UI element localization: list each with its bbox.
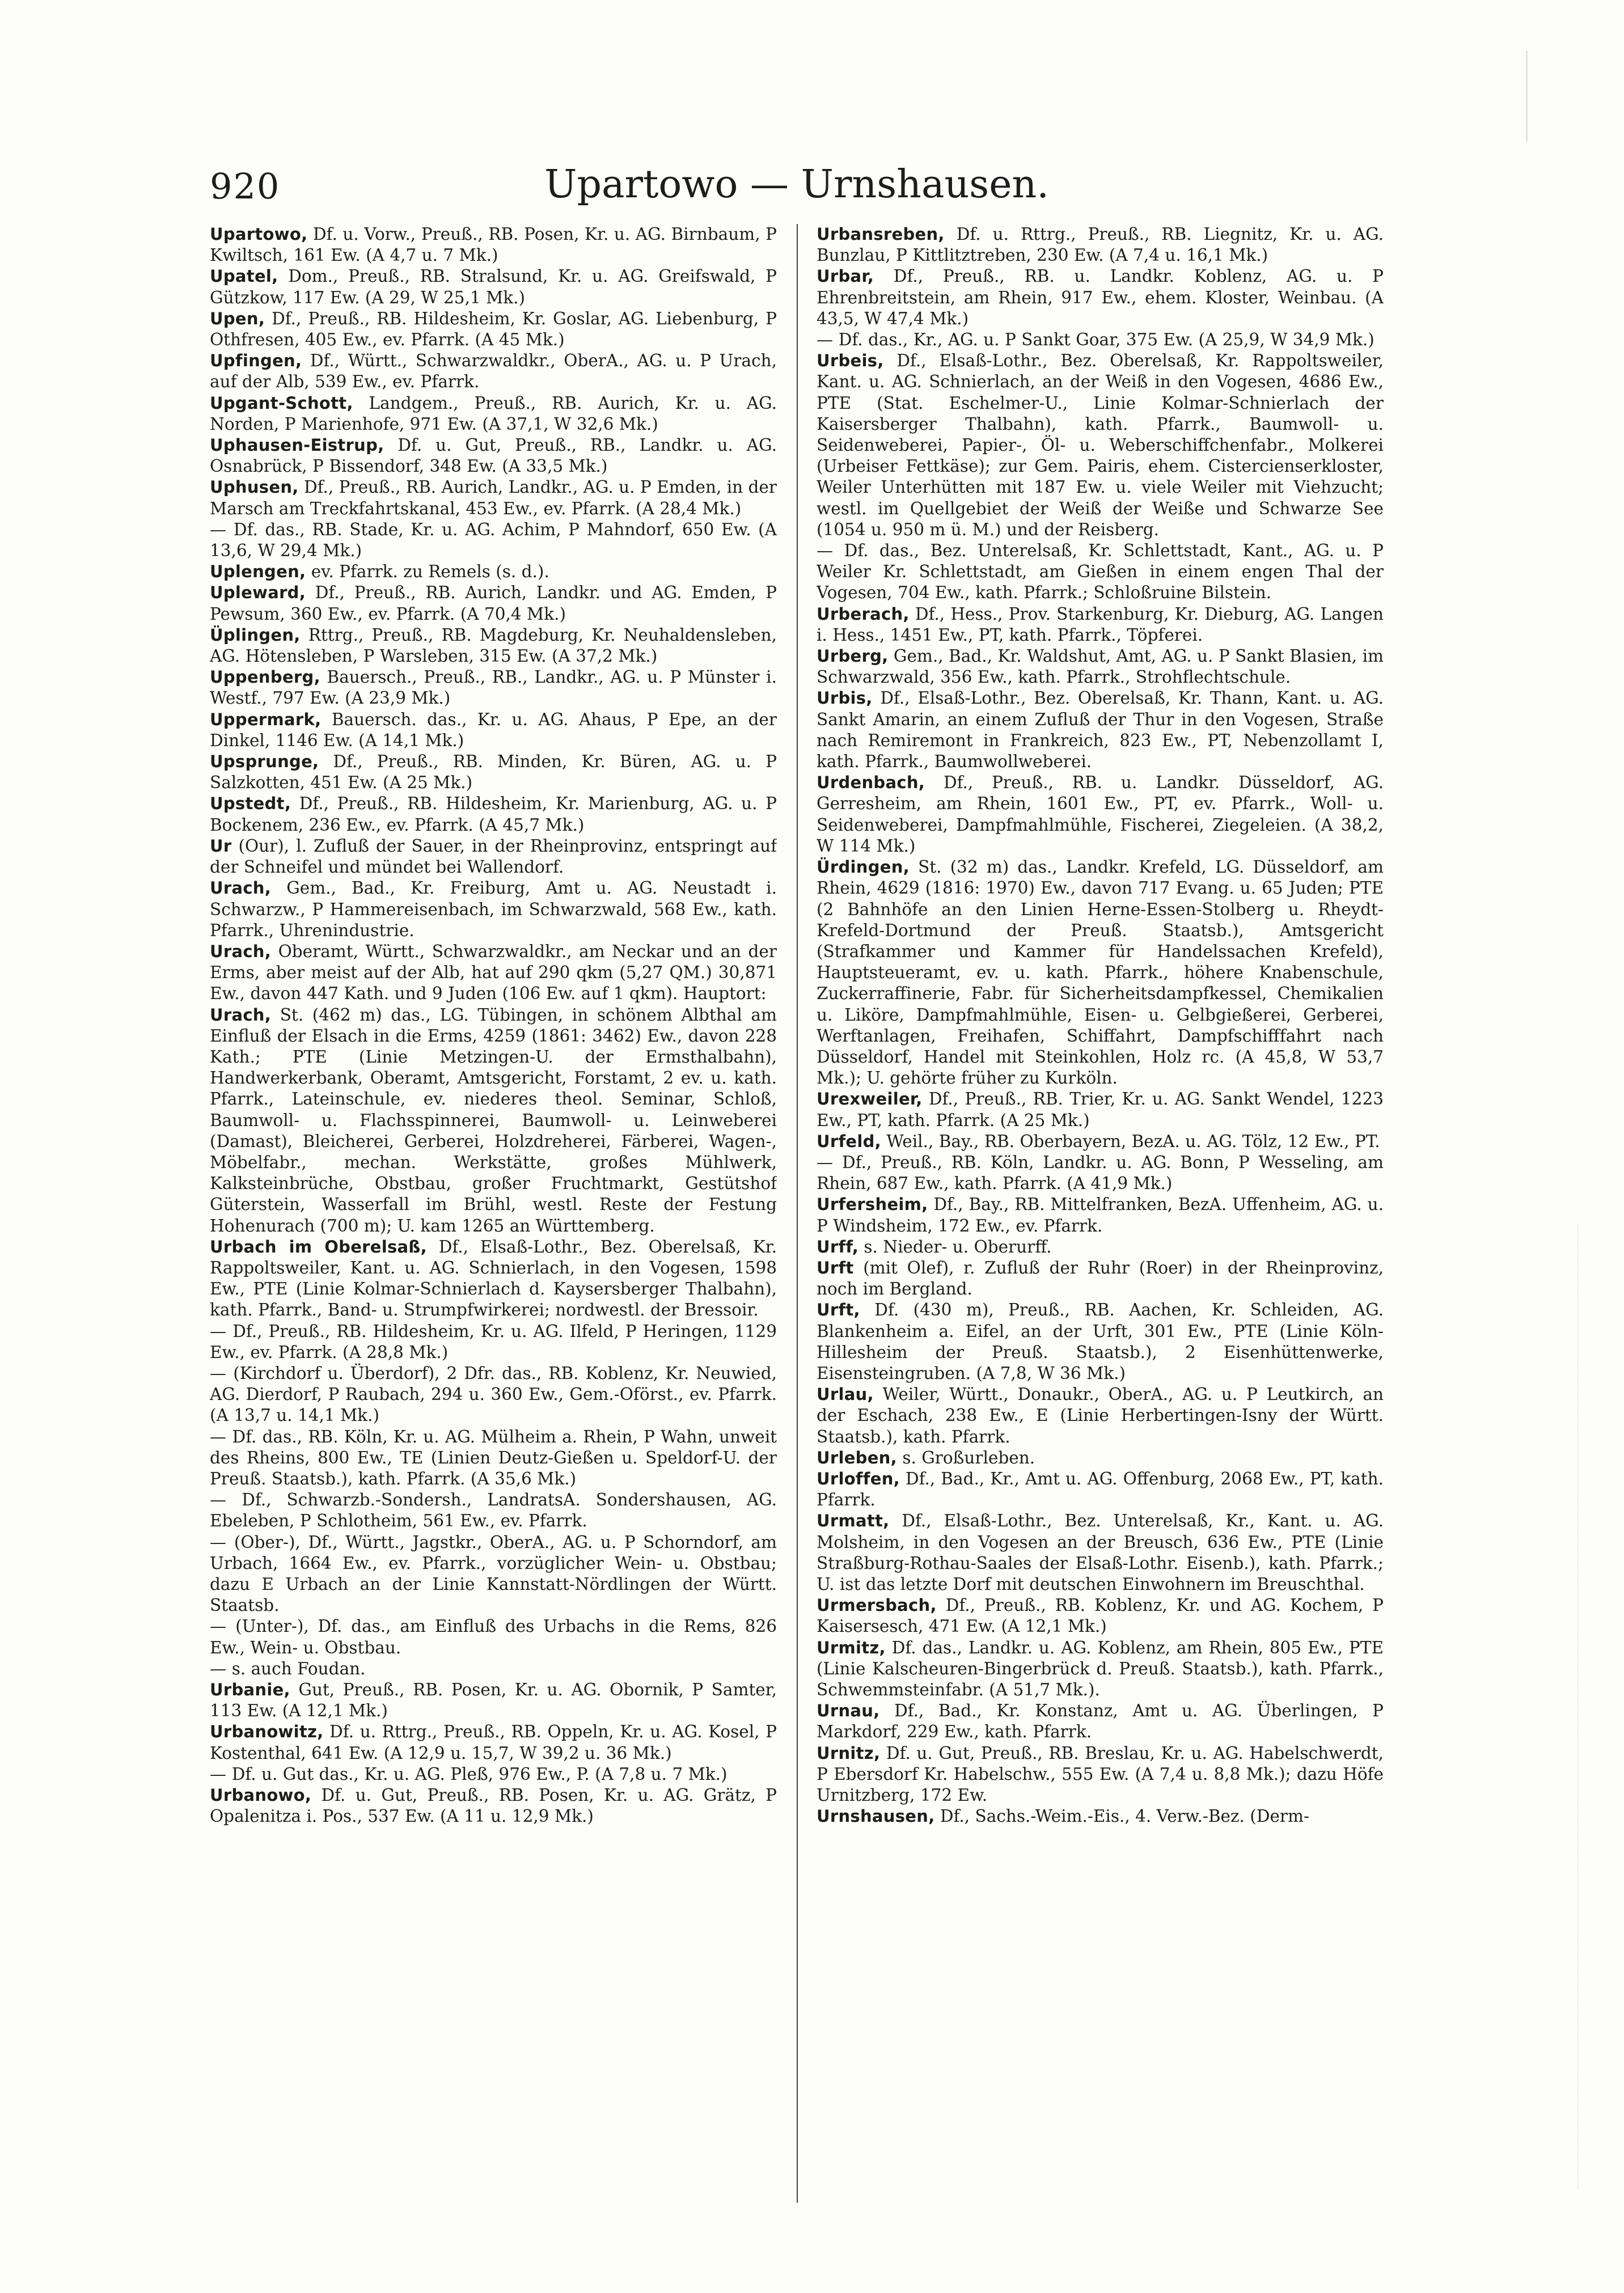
entry-text: Df., Preuß., RB. u. Landkr. Düsseldorf, AG. Gerresheim, am Rhein, 1601 Ew., PT, ev. Pfarrk., Woll- u. Seidenweberei, Dampfmahlmühle, Fischerei, Ziegeleien. (A 38,2, W 114 Mk.) [817, 773, 1384, 856]
gazetteer-entry [817, 1743, 1384, 1807]
gazetteer-entry [817, 1469, 1384, 1511]
entry-headword: — [210, 1490, 227, 1510]
entry-headword: Urach, [210, 1005, 272, 1025]
gazetteer-entry [210, 793, 777, 835]
entry-headword: Ürdingen, [817, 857, 910, 877]
gazetteer-entry [210, 561, 777, 582]
gazetteer-entry [210, 709, 777, 751]
gazetteer-entry [210, 1490, 777, 1532]
gazetteer-entry [210, 519, 777, 561]
entry-headword: — [210, 1321, 227, 1341]
entry-text: Df., Preuß., RB. Aurich, Landkr. und AG. Emden, P Pewsum, 360 Ew., ev. Pfarrk. (A 70,4 Mk.) [210, 583, 777, 624]
entry-text: Oberamt, Württ., Schwarzwaldkr., am Neckar und an der Erms, aber meist auf der Alb, hat auf 290 qkm (5,27 QM.) 30,871 Ew., davon 447 Kath. und 9 Juden (106 Ew. auf 1 qkm). Hauptort: [210, 941, 777, 1004]
gazetteer-entry [817, 350, 1384, 540]
entry-headword: Upatel, [210, 266, 278, 286]
entry-headword: Urmatt, [817, 1511, 890, 1531]
entry-text: Df., Bad., Kr. Konstanz, Amt u. AG. Überlingen, P Markdorf, 229 Ew., kath. Pfarrk. [817, 1701, 1384, 1742]
gazetteer-entry [210, 1721, 777, 1763]
entry-text: Gut, Preuß., RB. Posen, Kr. u. AG. Obornik, P Samter, 113 Ew. (A 12,1 Mk.) [210, 1680, 777, 1721]
entry-text: Df. u. Rttrg., Preuß., RB. Oppeln, Kr. u. AG. Kosel, P Kostenthal, 641 Ew. (A 12,9 u. 15,7, W 39,2 u. 36 Mk.) [210, 1722, 777, 1763]
gazetteer-entry [817, 1511, 1384, 1595]
entry-text: Df. (430 m), Preuß., RB. Aachen, Kr. Schleiden, AG. Blankenheim a. Eifel, an der Urft, 301 Ew., PTE (Linie Köln-Hillesheim der Preuß. Staatsb.), 2 Eisenhüttenwerke, Eisensteingruben. (A 7,8, W 36 Mk.) [817, 1300, 1384, 1383]
gazetteer-entry [210, 266, 777, 308]
entry-headword: Upstedt, [210, 794, 291, 814]
gazetteer-entry [817, 1131, 1384, 1152]
gazetteer-entry [210, 836, 777, 878]
gazetteer-entry [210, 1659, 777, 1679]
gazetteer-entry [210, 1616, 777, 1658]
entry-headword: Urach, [210, 878, 272, 898]
entry-headword: — [210, 1363, 227, 1383]
entry-headword: Urbis, [817, 688, 873, 708]
page-edge-speckle [1578, 1225, 1607, 2189]
entry-text: Gem., Bad., Kr. Waldshut, Amt, AG. u. P Sankt Blasien, im Schwarzwald, 356 Ew., kath. Pfarrk., Strohflechtschule. [817, 646, 1384, 687]
entry-text: Df., Preuß., RB. Aurich, Landkr., AG. u. P Emden, in der Marsch am Treckfahrtskanal, 453 Ew., ev. Pfarrk. (A 28,4 Mk.) [210, 477, 777, 518]
gazetteer-entry [210, 435, 777, 477]
entry-text: Df. das., Bez. Unterelsaß, Kr. Schlettstadt, Kant., AG. u. P Weiler Kr. Schlettstadt, am Gießen in einem engen Thal der Vogesen, 704 Ew., kath. Pfarrk.; Schloßruine Bilstein. [817, 541, 1384, 603]
entry-headword: Urbar, [817, 266, 874, 286]
gazetteer-entry [210, 667, 777, 709]
gazetteer-entry [817, 1194, 1384, 1236]
entry-headword: — [210, 1427, 227, 1446]
gazetteer-entry [817, 1595, 1384, 1637]
gazetteer-entry [210, 1237, 777, 1321]
gazetteer-entry [817, 772, 1384, 857]
entry-text: Df., Hess., Prov. Starkenburg, Kr. Dieburg, AG. Langen i. Hess., 1451 Ew., PT, kath. Pfarrk., Töpferei. [817, 604, 1384, 645]
entry-headword: Urnshausen, [817, 1807, 935, 1826]
entry-text: ev. Pfarrk. zu Remels (s. d.). [306, 562, 549, 582]
entry-headword: — [817, 1152, 834, 1172]
gazetteer-entry [210, 582, 777, 624]
entry-text: Df. u. Rttrg., Preuß., RB. Liegnitz, Kr. u. AG. Bunzlau, P Kittlitztreben, 230 Ew. (A 7,4 u. 16,1 Mk.) [817, 225, 1384, 265]
gazetteer-entry [817, 1152, 1384, 1194]
entry-text: (Ober-), Df., Württ., Jagstkr., OberA., AG. u. P Schorndorf, am Urbach, 1664 Ew., ev. Pfarrk., vorzüglicher Wein- u. Obstbau; dazu E Urbach an der Linie Kannstatt-Nördlingen der Württ. Staatsb. [210, 1532, 777, 1615]
entry-headword: Uppermark, [210, 709, 322, 729]
entry-headword: — [210, 1659, 227, 1678]
gazetteer-entry [210, 393, 777, 435]
entry-text: Df. u. Gut, Preuß., RB. Breslau, Kr. u. AG. Habelschwerdt, P Ebersdorf Kr. Habelschw., 555 Ew. (A 7,4 u. 8,8 Mk.); dazu Höfe Urnitzberg, 172 Ew. [817, 1743, 1384, 1805]
entry-text: Df. u. Gut, Preuß., RB., Landkr. u. AG. Osnabrück, P Bissendorf, 348 Ew. (A 33,5 Mk.) [210, 435, 777, 476]
entry-headword: Upfingen, [210, 351, 302, 371]
gazetteer-entry [210, 751, 777, 793]
entry-headword: Urexweiler, [817, 1089, 923, 1109]
gazetteer-entry [210, 1764, 777, 1785]
entry-text: Weil., Bay., RB. Oberbayern, BezA. u. AG. Tölz, 12 Ew., PT. [881, 1131, 1380, 1151]
gazetteer-entry [817, 604, 1384, 646]
left-column [210, 224, 777, 2203]
entry-headword: Urmitz, [817, 1638, 886, 1657]
entry-headword: Urfersheim, [817, 1195, 928, 1215]
entry-headword: Urff, [817, 1237, 859, 1257]
entry-text: Df., Elsaß-Lothr., Bez. Oberelsaß, Kr. Thann, Kant. u. AG. Sankt Amarin, an einem Zufluß der Thur in den Vogesen, Straße nach Remiremont in Frankreich, 823 Ew., PT, Nebenzollamt I, kath. Pfarrk., Baumwollweberei. [817, 688, 1384, 772]
entry-headword: Urmersbach, [817, 1596, 937, 1615]
entry-headword: Upsprunge, [210, 752, 319, 772]
entry-headword: Upleward, [210, 583, 306, 603]
entry-headword: — [817, 330, 834, 350]
gazetteer-entry [817, 1089, 1384, 1131]
entry-headword: Urberg, [817, 646, 889, 666]
entry-headword: — [210, 1764, 227, 1784]
entry-text: Rttrg., Preuß., RB. Magdeburg, Kr. Neuhaldensleben, AG. Hötensleben, P Warsleben, 315 Ew. (A 37,2 Mk.) [210, 625, 777, 666]
entry-headword: Ur [210, 836, 232, 856]
entry-text: (Our), l. Zufluß der Sauer, in der Rheinprovinz, entspringt auf der Schneifel und mündet bei Wallendorf. [210, 836, 777, 877]
entry-text: Df. u. Gut, Preuß., RB. Posen, Kr. u. AG. Grätz, P Opalenitza i. Pos., 537 Ew. (A 11 u. 12,9 Mk.) [210, 1786, 777, 1826]
gazetteer-entry [817, 1258, 1384, 1300]
column-divider [797, 224, 798, 2203]
gazetteer-entry [210, 224, 777, 266]
entry-text: (Unter-), Df. das., am Einfluß des Urbachs in die Rems, 826 Ew., Wein- u. Obstbau. [210, 1617, 777, 1657]
gazetteer-entry [817, 329, 1384, 350]
entry-text: s. Nieder- u. Oberurff. [858, 1237, 1052, 1257]
gazetteer-entry [817, 540, 1384, 604]
entry-text: Df., Bay., RB. Mittelfranken, BezA. Uffenheim, AG. u. P Windsheim, 172 Ew., ev. Pfarrk. [817, 1195, 1384, 1236]
entry-text: Df., Württ., Schwarzwaldkr., OberA., AG. u. P Urach, auf der Alb, 539 Ew., ev. Pfarrk. [210, 351, 777, 392]
entry-text: Landgem., Preuß., RB. Aurich, Kr. u. AG. Norden, P Marienhofe, 971 Ew. (A 37,1, W 32,6 Mk.) [210, 393, 777, 434]
entry-headword: Uppenberg, [210, 667, 320, 687]
entry-text: St. (462 m) das., LG. Tübingen, in schönem Albthal am Einfluß der Elsach in die Erms, 4259 (1861: 3462) Ew., davon 228 Kath.; PTE (Linie Metzingen-U. der Ermsthalbahn), Handwerkerbank, Oberamt, Amtsgericht, Forstamt, 2 ev. u. kath. Pfarrk., Lateinschule, ev. niederes theol. Seminar, Schloß, Baumwoll- u. Flachsspinnerei, Baumwoll- u. Leinweberei (Damast), Bleicherei, Gerberei, Holzdreherei, Färberei, Wagen-, Möbelfabr., mechan. Werkstätte, großes Mühlwerk, Kalksteinbrüche, Obstbau, großer Fruchtmarkt, Gestütshof Güterstein, Wasserfall im Brühl, westl. Reste der Festung Hohenurach (700 m); U. kam 1265 an Württemberg. [210, 1005, 777, 1236]
entry-headword: Urberach, [817, 604, 910, 624]
entry-text: Df., Preuß., RB. u. Landkr. Koblenz, AG. u. P Ehrenbreitstein, am Rhein, 917 Ew., ehem. Kloster, Weinbau. (A 43,5, W 47,4 Mk.) [817, 266, 1384, 328]
entry-headword: — [210, 519, 227, 539]
entry-headword: Upgant-Schott, [210, 393, 353, 413]
gazetteer-entry [817, 857, 1384, 1089]
entry-headword: Upen, [210, 308, 265, 328]
entry-text: Bauersch. das., Kr. u. AG. Ahaus, P Epe, an der Dinkel, 1146 Ew. (A 14,1 Mk.) [210, 709, 777, 750]
gazetteer-entry [210, 1532, 777, 1617]
gazetteer-entry [210, 1785, 777, 1827]
gazetteer-entry [210, 625, 777, 667]
running-head: Upartowo — Urnshausen. [544, 162, 1049, 207]
entry-text: Df. das., Landkr. u. AG. Koblenz, am Rhein, 805 Ew., PTE (Linie Kalscheuren-Bingerbrück d. Preuß. Staatsb.), kath. Pfarrk., Schwemmsteinfabr. (A 51,7 Mk.). [817, 1638, 1384, 1700]
entry-headword: Urleben, [817, 1448, 897, 1467]
gazetteer-entry [210, 1427, 777, 1490]
gazetteer-entry [210, 1005, 777, 1237]
entry-headword: Urlau, [817, 1385, 874, 1404]
entry-headword: Urfeld, [817, 1131, 881, 1151]
gazetteer-entry [210, 477, 777, 519]
entry-headword: Urbeis, [817, 351, 884, 371]
entry-text: Df., Preuß., RB. Trier, Kr. u. AG. Sankt Wendel, 1223 Ew., PT, kath. Pfarrk. (A 25 Mk.) [817, 1089, 1384, 1130]
gazetteer-entry [817, 266, 1384, 329]
gazetteer-entry [817, 1384, 1384, 1448]
entry-text: Df., Elsaß-Lothr., Bez. Unterelsaß, Kr., Kant. u. AG. Molsheim, in den Vogesen an der Breusch, 636 Ew., PTE (Linie Straßburg-Rothau-Saales der Elsaß-Lothr. Eisenb.), kath. Pfarrk.; U. ist das letzte Dorf mit deutschen Einwohnern im Breuschthal. [817, 1511, 1384, 1594]
entry-text: Dom., Preuß., RB. Stralsund, Kr. u. AG. Greifswald, P Gützkow, 117 Ew. (A 29, W 25,1 Mk.) [210, 266, 777, 307]
entry-text: Bauersch., Preuß., RB., Landkr., AG. u. P Münster i. Westf., 797 Ew. (A 23,9 Mk.) [210, 667, 777, 708]
entry-text: Df. u. Vorw., Preuß., RB. Posen, Kr. u. AG. Birnbaum, P Kwiltsch, 161 Ew. (A 4,7 u. 7 Mk.) [210, 225, 777, 265]
entry-headword: — [817, 541, 834, 561]
entry-headword: Urach, [210, 941, 272, 961]
gazetteer-entry [210, 1321, 777, 1363]
entry-headword: Urbanowitz, [210, 1722, 324, 1742]
entry-text: Df. das., RB. Köln, Kr. u. AG. Mülheim a. Rhein, P Wahn, unweit des Rheins, 800 Ew., TE (Linien Deutz-Gießen u. Speldorf-U. der Preuß. Staatsb.), kath. Pfarrk. (A 35,6 Mk.) [210, 1427, 777, 1488]
page-edge-mark [1526, 51, 1601, 142]
right-column [817, 224, 1384, 2203]
entry-headword: Urbanowo, [210, 1786, 312, 1805]
entry-text: Df. das., Kr., AG. u. P Sankt Goar, 375 Ew. (A 25,9, W 34,9 Mk.) [833, 330, 1375, 350]
gazetteer-entry [817, 1237, 1384, 1258]
entry-text: Df., Preuß., RB. Köln, Landkr. u. AG. Bonn, P Wesseling, am Rhein, 687 Ew., kath. Pfarrk. (A 41,9 Mk.) [817, 1152, 1384, 1194]
entry-text: Df., Preuß., RB. Hildesheim, Kr. u. AG. Ilfeld, P Heringen, 1129 Ew., ev. Pfarrk. (A 28,8 Mk.) [210, 1321, 777, 1362]
entry-text: Df., Sachs.-Weim.-Eis., 4. Verw.-Bez. (Derm- [934, 1807, 1309, 1826]
entry-text: s. auch Foudan. [226, 1659, 366, 1678]
entry-headword: Uphausen-Eistrup, [210, 435, 384, 455]
entry-headword: Üplingen, [210, 625, 301, 645]
gazetteer-entry [817, 1700, 1384, 1742]
entry-text: Df., Schwarzb.-Sondersh., LandratsA. Sondershausen, AG. Ebeleben, P Schlotheim, 561 Ew., ev. Pfarrk. [210, 1490, 777, 1531]
entry-text: (Kirchdorf u. Überdorf), 2 Dfr. das., RB. Koblenz, Kr. Neuwied, AG. Dierdorf, P Raubach, 294 u. 360 Ew., Gem.-Oförst., ev. Pfarrk. (A 13,7 u. 14,1 Mk.) [210, 1363, 777, 1425]
entry-headword: Uphusen, [210, 477, 299, 497]
entry-text: Df., Preuß., RB. Hildesheim, Kr. Goslar, AG. Liebenburg, P Othfresen, 405 Ew., ev. Pfarrk. (A 45 Mk.) [210, 308, 777, 350]
entry-headword: — [210, 1532, 227, 1552]
gazetteer-entry [210, 308, 777, 350]
entry-text: s. Großurleben. [896, 1448, 1035, 1467]
gazetteer-entry [817, 1638, 1384, 1701]
entry-text: (mit Olef), r. Zufluß der Ruhr (Roer) in der Rheinprovinz, noch im Bergland. [817, 1258, 1384, 1299]
entry-text: Df., Elsaß-Lothr., Bez. Oberelsaß, Kr. Rappoltsweiler, Kant. u. AG. Schnierlach, an der Weiß in den Vogesen, 4686 Ew., PTE (Stat. Eschelmer-U., Linie Kolmar-Schnierlach der Kaisersberger Thalbahn), kath. Pfarrk., Baumwoll- u. Seidenweberei, Papier-, Öl- u. Weberschiffchenfabr., Molkerei (Urbeiser Fettkäse); zur Gem. Pairis, ehem. Cistercienserkloster, Weiler Unterhütten mit 187 Ew. u. viele Weiler mit Viehzucht; westl. im Quellgebiet der Weiß der Weiße und Schwarze See (1054 u. 950 m ü. M.) und der Reisberg. [817, 351, 1384, 539]
entry-headword: Urnau, [817, 1701, 880, 1721]
entry-text: Df., Preuß., RB. Koblenz, Kr. und AG. Kochem, P Kaisersesch, 471 Ew. (A 12,1 Mk.) [817, 1596, 1384, 1636]
entry-text: Df., Bad., Kr., Amt u. AG. Offenburg, 2068 Ew., PT, kath. Pfarrk. [817, 1469, 1384, 1510]
entry-text: Df. das., RB. Stade, Kr. u. AG. Achim, P Mahndorf, 650 Ew. (A 13,6, W 29,4 Mk.) [210, 519, 777, 561]
entry-text: Df., Preuß., RB. Minden, Kr. Büren, AG. u. P Salzkotten, 451 Ew. (A 25 Mk.) [210, 752, 777, 793]
entry-headword: Urbansreben, [817, 225, 945, 244]
entry-headword: — [210, 1617, 227, 1636]
entry-text: Weiler, Württ., Donaukr., OberA., AG. u. P Leutkirch, an der Eschach, 238 Ew., E (Linie Herbertingen-Isny der Württ. Staatsb.), kath. Pfarrk. [817, 1385, 1384, 1446]
entry-headword: Urbanie, [210, 1680, 290, 1700]
gazetteer-entry [210, 1679, 777, 1721]
gazetteer-entry [210, 350, 777, 392]
entry-text: Df. u. Gut das., Kr. u. AG. Pleß, 976 Ew., P. (A 7,8 u. 7 Mk.) [226, 1764, 728, 1784]
page-number: 920 [210, 166, 281, 207]
entry-headword: Urft, [817, 1300, 860, 1320]
entry-headword: Uplengen, [210, 562, 306, 582]
entry-text: St. (32 m) das., Landkr. Krefeld, LG. Düsseldorf, am Rhein, 4629 (1816: 1970) Ew., davon 717 Evang. u. 65 Juden; PTE (2 Bahnhöfe an den Linien Herne-Essen-Stolberg u. Rheydt-Krefeld-Dortmund der Preuß. Staatsb.), Amtsgericht (Strafkammer und Kammer für Handelssachen Krefeld), Hauptsteueramt, ev. u. kath. Pfarrk., höhere Knabenschule, Zuckerraffinerie, Fabr. für Sicherheitsdampfkessel, Chemikalien u. Liköre, Dampfmahlmühle, Eisen- u. Gelbgießerei, Gerberei, Werftanlagen, Freihafen, Schiffahrt, Dampfschifffahrt nach Düsseldorf, Handel mit Steinkohlen, Holz rc. (A 45,8, W 53,7 Mk.); U. gehörte früher zu Kurköln. [817, 857, 1384, 1088]
entry-headword: Urnitz, [817, 1743, 881, 1763]
entry-text: Df., Elsaß-Lothr., Bez. Oberelsaß, Kr. Rappoltsweiler, Kant. u. AG. Schnierlach, in den Vogesen, 1598 Ew., PTE (Linie Kolmar-Schnierlach d. Kaysersberger Thalbahn), kath. Pfarrk., Band- u. Strumpfwirkerei; nordwestl. der Bressoir. [210, 1237, 777, 1320]
gazetteer-entry [817, 1806, 1384, 1827]
entry-headword: Urloffen, [817, 1469, 900, 1488]
entry-headword: Urbach im Oberelsaß, [210, 1237, 427, 1257]
entry-headword: Urft [817, 1258, 854, 1277]
gazetteer-entry [817, 1300, 1384, 1384]
gazetteer-entry [817, 688, 1384, 772]
entry-text: Df., Preuß., RB. Hildesheim, Kr. Marienburg, AG. u. P Bockenem, 236 Ew., ev. Pfarrk. (A 45,7 Mk.) [210, 794, 777, 835]
entry-headword: Upartowo, [210, 225, 308, 244]
gazetteer-entry [210, 1363, 777, 1427]
entry-headword: Urdenbach, [817, 773, 925, 793]
page-header [210, 145, 1384, 207]
gazetteer-entry [817, 224, 1384, 266]
gazetteer-entry [210, 941, 777, 1005]
entry-columns [210, 224, 1384, 2203]
gazetteer-entry [210, 878, 777, 941]
gazetteer-entry [817, 1448, 1384, 1469]
gazetteer-entry [817, 646, 1384, 688]
entry-text: Gem., Bad., Kr. Freiburg, Amt u. AG. Neustadt i. Schwarzw., P Hammereisenbach, im Schwarzwald, 568 Ew., kath. Pfarrk., Uhrenindustrie. [210, 878, 777, 940]
